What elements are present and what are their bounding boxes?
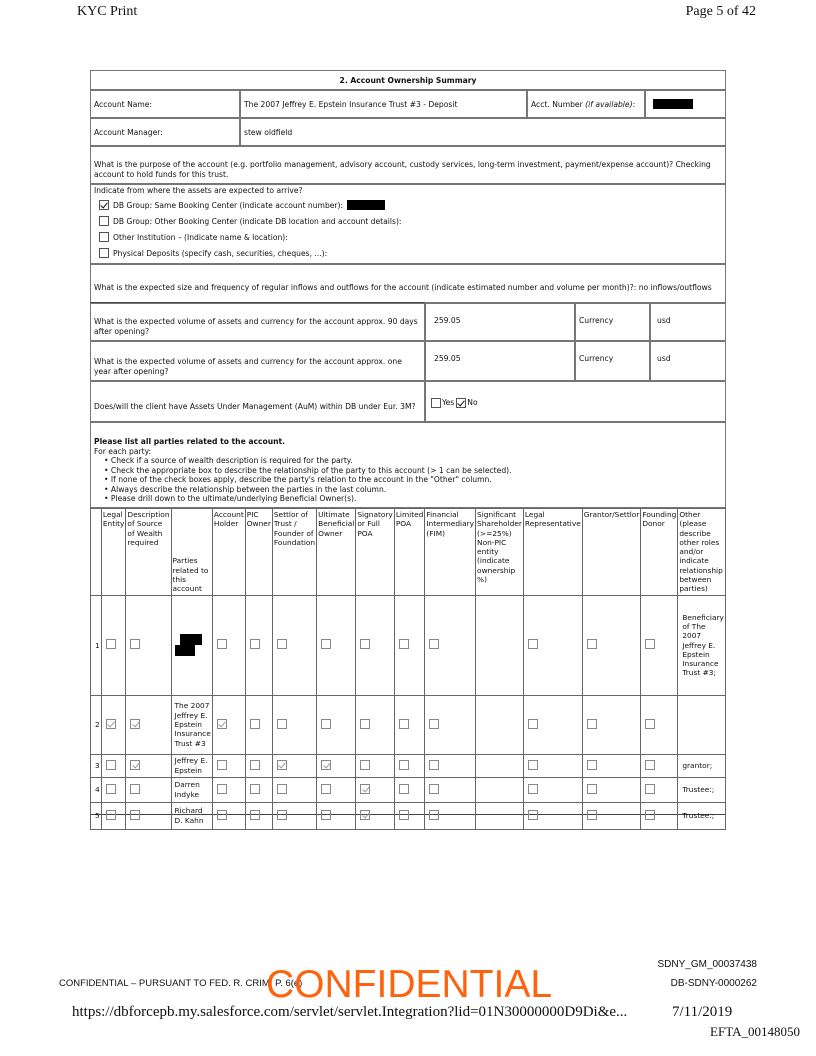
party-name: The 2007 Jeffrey E. Epstein Insurance Trust #3: [171, 695, 212, 754]
checkbox[interactable]: [528, 784, 538, 794]
checkbox[interactable]: [528, 719, 538, 729]
checkbox-checked[interactable]: [321, 760, 331, 770]
checkbox-cell: [272, 695, 316, 754]
checkbox[interactable]: [130, 784, 140, 794]
checkbox-cell: [523, 695, 582, 754]
checkbox[interactable]: [106, 639, 116, 649]
checkbox[interactable]: [528, 810, 538, 820]
redaction-box: [653, 99, 693, 109]
table-row: [91, 595, 726, 695]
checkbox-cell: [641, 802, 678, 829]
checkbox-cell: [101, 777, 126, 802]
option-label: DB Group: Same Booking Center (indicate account number):: [113, 200, 344, 210]
row-number: 2: [91, 695, 102, 754]
parties-table-header: [91, 509, 726, 596]
bullet: • Always describe the relationship between the parties in the last column.: [104, 485, 722, 495]
efta-number: EFTA_00148050: [710, 1024, 800, 1039]
checkbox[interactable]: [399, 810, 409, 820]
checkbox-cell: [245, 777, 272, 802]
checkbox-cell: [641, 595, 678, 695]
checkbox-cell: [641, 777, 678, 802]
checkbox-cell: [641, 754, 678, 777]
checkbox[interactable]: [106, 810, 116, 820]
checkbox-cell: [245, 754, 272, 777]
checkbox[interactable]: [321, 639, 331, 649]
checkbox-cell: [126, 777, 171, 802]
asset-option-physical-deposits[interactable]: [99, 248, 327, 258]
checkbox-checked[interactable]: [360, 810, 370, 820]
option-label: DB Group: Other Booking Center (indicate DB location and account details):: [113, 216, 402, 226]
checkbox-checked[interactable]: [217, 719, 227, 729]
checkbox-cell: [582, 754, 641, 777]
checkbox-cell: [356, 777, 394, 802]
checkbox[interactable]: [277, 784, 287, 794]
redaction-box: [347, 200, 385, 210]
checkbox-cell: [245, 802, 272, 829]
party-name: Darren Indyke: [171, 777, 212, 802]
party-name: Richard D. Kahn: [171, 802, 212, 829]
bullet: • Check the appropriate box to describe the relationship of the party to this account (> 1 can be selected).: [104, 466, 722, 476]
bullet: • If none of the check boxes apply, describe the party's relation to the account in the "Other" column.: [104, 475, 722, 485]
checkbox[interactable]: [250, 719, 260, 729]
checkbox-cell: [272, 595, 316, 695]
checkbox-cell: [582, 595, 641, 695]
asset-origin-section: [90, 184, 726, 264]
checkbox[interactable]: [277, 810, 287, 820]
checkbox-cell: [126, 754, 171, 777]
checkbox[interactable]: [645, 810, 655, 820]
checkbox-cell: [245, 595, 272, 695]
option-label: Physical Deposits (specify cash, securities, cheques, ...):: [113, 248, 328, 258]
column-header: [91, 509, 102, 596]
parties-intro: For each party:: [94, 446, 152, 456]
other-relationship: Trustee:;: [678, 777, 726, 802]
checkbox[interactable]: [429, 784, 439, 794]
column-header: Account Holder: [212, 509, 245, 596]
currency-value: usd: [650, 341, 726, 381]
checkbox[interactable]: [99, 216, 109, 226]
inflows-outflows: What is the expected size and frequency of regular inflows and outflows for the account (indicate estimated number and volume per month)?: no inflows/outflows: [90, 264, 726, 303]
checkbox[interactable]: [250, 639, 260, 649]
acct-number-value: [645, 90, 726, 118]
account-purpose: What is the purpose of the account (e.g. portfolio management, advisory account, custody services, long-term investment, payment/expense account)? Checking account to hold funds for this trust.: [90, 146, 726, 184]
checkbox-cell: [425, 754, 476, 777]
print-header-title: KYC Print: [77, 4, 138, 19]
colon: :: [632, 99, 636, 109]
checkbox-checked[interactable]: [99, 200, 109, 210]
account-manager-label: Account Manager:: [90, 118, 240, 146]
column-header: Signatory or Full POA: [356, 509, 394, 596]
checkbox[interactable]: [250, 810, 260, 820]
column-header: Legal Representative: [523, 509, 582, 596]
checkbox[interactable]: [528, 639, 538, 649]
parties-instructions: [90, 422, 726, 508]
row-number: 3: [91, 754, 102, 777]
checkbox-cell: [425, 777, 476, 802]
aum-no-checkbox[interactable]: [456, 398, 466, 408]
checkbox-cell: [317, 595, 356, 695]
column-header: Significant Shareholder (>=25%) Non-PIC entity (indicate ownership %): [476, 509, 524, 596]
checkbox-cell: [317, 777, 356, 802]
table-row: [91, 695, 726, 754]
checkbox-cell: [317, 695, 356, 754]
bullet: • Please drill down to the ultimate/underlying Beneficial Owner(s).: [104, 494, 722, 504]
checkbox[interactable]: [399, 784, 409, 794]
checkbox-cell: [356, 754, 394, 777]
page-number: Page 5 of 42: [685, 4, 756, 19]
checkbox-cell: [523, 754, 582, 777]
checkbox-cell: [356, 695, 394, 754]
currency-value: usd: [650, 303, 726, 341]
volume-one-year-value: 259.05: [425, 341, 575, 381]
column-header: Legal Entity: [101, 509, 126, 596]
significant-shareholder-cell: [476, 777, 524, 802]
checkbox-cell: [394, 595, 425, 695]
asset-option-same-booking[interactable]: [99, 200, 385, 210]
checkbox-cell: [317, 802, 356, 829]
column-header: Grantor/Settlor: [582, 509, 641, 596]
checkbox[interactable]: [587, 810, 597, 820]
checkbox-cell: [394, 802, 425, 829]
column-header: Ultimate Beneficial Owner: [317, 509, 356, 596]
checkbox[interactable]: [217, 760, 227, 770]
volume-90-days-question: What is the expected volume of assets and currency for the account approx. 90 days after opening?: [90, 303, 425, 341]
checkbox-cell: [101, 595, 126, 695]
checkbox[interactable]: [399, 760, 409, 770]
bates-number-gm: SDNY_GM_00037438: [657, 959, 757, 970]
checkbox-cell: [272, 777, 316, 802]
column-header: Financial Intermediary (FIM): [425, 509, 476, 596]
checkbox[interactable]: [587, 784, 597, 794]
row-number: 5: [91, 802, 102, 829]
column-header: Founding Donor: [641, 509, 678, 596]
asset-origin-question: Indicate from where the assets are expected to arrive?: [94, 186, 303, 195]
checkbox[interactable]: [217, 639, 227, 649]
checkbox-cell: [356, 595, 394, 695]
checkbox-checked[interactable]: [130, 719, 140, 729]
checkbox[interactable]: [277, 719, 287, 729]
checkbox-cell: [272, 754, 316, 777]
acct-number-hint: (if available): [585, 99, 633, 109]
account-manager-value: stew oldfield: [240, 118, 726, 146]
account-name-label: Account Name:: [90, 90, 240, 118]
asset-option-other-institution[interactable]: [99, 232, 288, 242]
checkbox-cell: [212, 802, 245, 829]
column-header: PIC Owner: [245, 509, 272, 596]
checkbox-cell: [523, 777, 582, 802]
row-number: 1: [91, 595, 102, 695]
checkbox[interactable]: [587, 760, 597, 770]
checkbox[interactable]: [321, 810, 331, 820]
checkbox-cell: [101, 754, 126, 777]
aum-no-label: No: [467, 398, 478, 407]
checkbox[interactable]: [587, 639, 597, 649]
column-header: Limited POA: [394, 509, 425, 596]
checkbox[interactable]: [130, 810, 140, 820]
redaction-box: [175, 645, 195, 656]
checkbox-cell: [641, 695, 678, 754]
checkbox-cell: [582, 695, 641, 754]
other-relationship: Trustee:;: [678, 802, 726, 829]
significant-shareholder-cell: [476, 754, 524, 777]
column-header: Parties related to this account: [171, 509, 212, 596]
checkbox-cell: [212, 695, 245, 754]
redaction-box: [180, 634, 202, 645]
acct-number-label: [527, 90, 645, 118]
volume-one-year-question: What is the expected volume of assets and currency for the account approx. one year after opening?: [90, 341, 425, 381]
source-url: https://dbforcepb.my.salesforce.com/servlet/servlet.Integration?lid=01N30000000D9Di&e...: [72, 1004, 628, 1020]
checkbox-cell: [425, 802, 476, 829]
aum-yes-label: Yes: [442, 398, 455, 407]
aum-question: Does/will the client have Assets Under Management (AuM) within DB under Eur. 3M?: [90, 381, 425, 422]
checkbox-cell: [101, 695, 126, 754]
checkbox-checked[interactable]: [360, 784, 370, 794]
checkbox-cell: [394, 695, 425, 754]
checkbox[interactable]: [429, 810, 439, 820]
checkbox-cell: [272, 802, 316, 829]
table-row: [91, 754, 726, 777]
volume-90-days-value: 259.05: [425, 303, 575, 341]
checkbox[interactable]: [429, 719, 439, 729]
column-header: Description of Source of Wealth required: [126, 509, 171, 596]
checkbox-cell: [582, 777, 641, 802]
checkbox-checked[interactable]: [106, 719, 116, 729]
checkbox[interactable]: [360, 760, 370, 770]
checkbox-cell: [126, 802, 171, 829]
parties-table: [90, 508, 726, 830]
checkbox[interactable]: [645, 719, 655, 729]
checkbox[interactable]: [217, 810, 227, 820]
checkbox-cell: [425, 595, 476, 695]
aum-yes-checkbox[interactable]: [431, 398, 441, 408]
checkbox-cell: [317, 754, 356, 777]
checkbox-cell: [101, 802, 126, 829]
checkbox[interactable]: [250, 784, 260, 794]
checkbox[interactable]: [277, 639, 287, 649]
checkbox-cell: [523, 802, 582, 829]
checkbox[interactable]: [399, 639, 409, 649]
column-header: Other (please describe other roles and/or indicate relationship between parties): [678, 509, 726, 596]
checkbox[interactable]: [217, 784, 227, 794]
checkbox[interactable]: [99, 232, 109, 242]
checkbox-checked[interactable]: [130, 760, 140, 770]
checkbox-checked[interactable]: [277, 760, 287, 770]
party-name: [171, 595, 212, 695]
checkbox[interactable]: [360, 639, 370, 649]
other-relationship: Beneficiary of The 2007 Jeffrey E. Epstein Insurance Trust #3;: [678, 595, 726, 695]
significant-shareholder-cell: [476, 802, 524, 829]
checkbox[interactable]: [250, 760, 260, 770]
significant-shareholder-cell: [476, 695, 524, 754]
column-header: Settlor of Trust / Founder of Foundation: [272, 509, 316, 596]
parties-title: Please list all parties related to the account.: [94, 437, 286, 446]
checkbox-cell: [394, 754, 425, 777]
row-number: 4: [91, 777, 102, 802]
table-row: [91, 777, 726, 802]
checkbox[interactable]: [399, 719, 409, 729]
option-label: Other Institution – (Indicate name & location):: [113, 232, 288, 242]
checkbox[interactable]: [360, 719, 370, 729]
checkbox-cell: [356, 802, 394, 829]
asset-option-other-booking[interactable]: [99, 216, 401, 226]
checkbox[interactable]: [321, 719, 331, 729]
confidential-watermark: CONFIDENTIAL: [266, 963, 553, 1006]
checkbox-cell: [245, 695, 272, 754]
checkbox[interactable]: [645, 639, 655, 649]
checkbox-cell: [212, 777, 245, 802]
checkbox[interactable]: [528, 760, 538, 770]
acct-number-label-text: Acct. Number: [531, 99, 583, 109]
parties-bullets: [104, 456, 722, 504]
checkbox-cell: [126, 695, 171, 754]
checkbox[interactable]: [645, 784, 655, 794]
checkbox-cell: [212, 595, 245, 695]
checkbox-cell: [523, 595, 582, 695]
checkbox-cell: [126, 595, 171, 695]
checkbox-cell: [582, 802, 641, 829]
table-row: [91, 802, 726, 829]
aum-answer: [425, 381, 726, 422]
print-date: 7/11/2019: [672, 1004, 733, 1020]
checkbox[interactable]: [587, 719, 597, 729]
checkbox[interactable]: [429, 760, 439, 770]
checkbox[interactable]: [321, 784, 331, 794]
confidential-notice: CONFIDENTIAL – PURSUANT TO FED. R. CRIM. P. 6(e): [59, 978, 303, 989]
checkbox[interactable]: [99, 248, 109, 258]
currency-label: Currency: [575, 303, 650, 341]
bullet: • Check if a source of wealth description is required for the party.: [104, 456, 722, 466]
section-title: 2. Account Ownership Summary: [90, 70, 726, 90]
checkbox-cell: [425, 695, 476, 754]
checkbox[interactable]: [429, 639, 439, 649]
account-name-value: The 2007 Jeffrey E. Epstein Insurance Trust #3 - Deposit: [240, 90, 527, 118]
other-relationship: [678, 695, 726, 754]
checkbox-cell: [394, 777, 425, 802]
other-relationship: grantor;: [678, 754, 726, 777]
bates-number-db: DB-SDNY-0000262: [670, 978, 757, 989]
currency-label: Currency: [575, 341, 650, 381]
checkbox[interactable]: [106, 784, 116, 794]
checkbox[interactable]: [106, 760, 116, 770]
significant-shareholder-cell: [476, 595, 524, 695]
party-name: Jeffrey E. Epstein: [171, 754, 212, 777]
checkbox-cell: [212, 754, 245, 777]
checkbox[interactable]: [130, 639, 140, 649]
checkbox[interactable]: [645, 760, 655, 770]
